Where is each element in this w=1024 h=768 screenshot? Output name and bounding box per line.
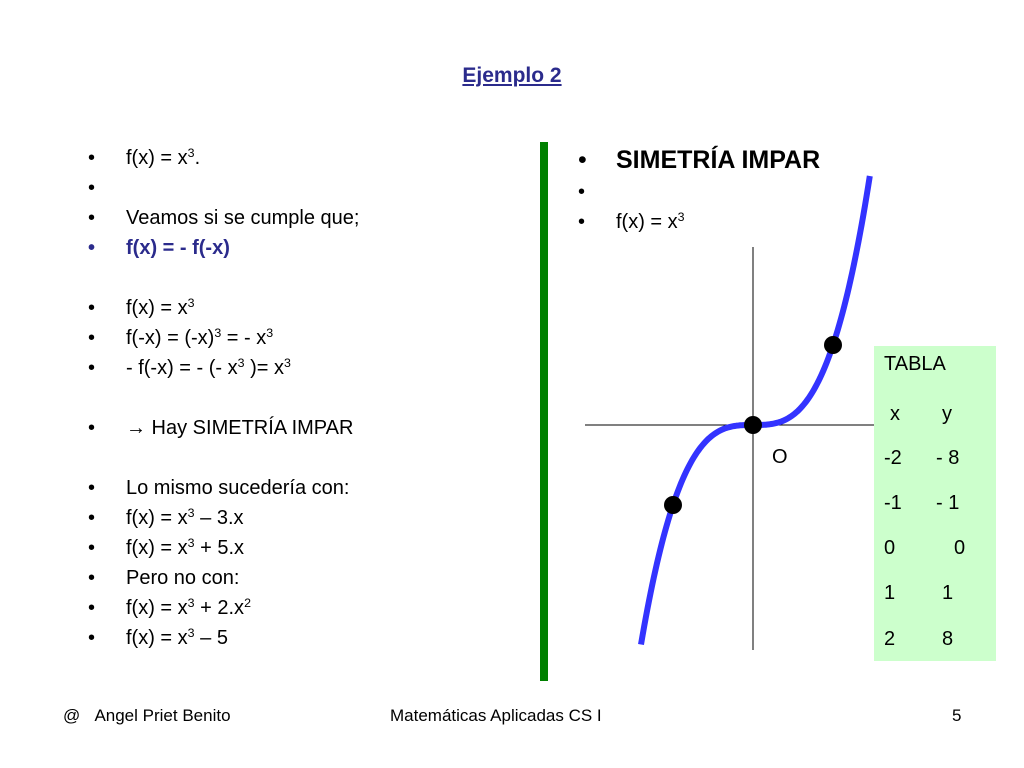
bullet-empty: • <box>578 181 586 203</box>
bullet-counter-1: • $f(x) = x^3 + 2.x^2$ <box>88 596 251 619</box>
slide-title: Ejemplo 2 <box>462 64 562 87</box>
bullet-condition: • f(x) = - f(-x) <box>88 237 230 259</box>
bullet-definition: • $f(x) = x^3$. <box>88 146 201 169</box>
arrow-icon: → <box>126 417 146 439</box>
table-title: TABLA <box>884 353 946 375</box>
table-header: x y <box>890 403 952 425</box>
curve-point <box>824 336 842 354</box>
table-row: 2 8 <box>884 628 954 650</box>
curve-point <box>664 496 682 514</box>
table-row: -1 - 1 <box>884 492 960 514</box>
footer-page-number: 5 <box>952 706 962 725</box>
bullet-empty: • <box>88 177 96 199</box>
origin-label: O <box>772 446 788 468</box>
bullet-check-intro: • Veamos si se cumple que; <box>88 207 360 229</box>
bullet-formula: • $f(x) = x^3$ <box>578 210 685 233</box>
cubic-curve <box>641 176 870 645</box>
symmetry-heading: • SIMETRÍA IMPAR <box>578 146 821 174</box>
footer-author: @ Angel Priet Benito <box>63 706 231 725</box>
bullet-neg-f-minus-x: • - f(-x) = - (- $x^3$ )= $x^3$ <box>88 356 291 379</box>
bullet-fx: • $f(x) = x^3$ <box>88 296 195 319</box>
bullet-example-2: • $f(x) = x^3 + 5.x$ <box>88 536 245 559</box>
table-row: -2 - 8 <box>884 447 960 469</box>
footer-course: Matemáticas Aplicadas CS I <box>390 706 602 725</box>
bullet-counter-2: • $f(x) = x^3 - 5$ <box>88 626 228 649</box>
bullet-also-with: • Lo mismo sucedería con: <box>88 477 350 499</box>
bullet-but-not: • Pero no con: <box>88 567 240 589</box>
bullet-conclusion: • → Hay SIMETRÍA IMPAR <box>88 417 354 439</box>
table-row: 1 1 <box>884 582 954 604</box>
values-table <box>874 346 996 661</box>
curve-point <box>744 416 762 434</box>
bullet-example-1: • $f(x) = x^3 - 3.x$ <box>88 506 244 529</box>
table-row: 0 0 <box>884 537 966 559</box>
bullet-f-minus-x: • $f(-x) = (-x)^3$ = - $x^3$ <box>88 326 274 349</box>
